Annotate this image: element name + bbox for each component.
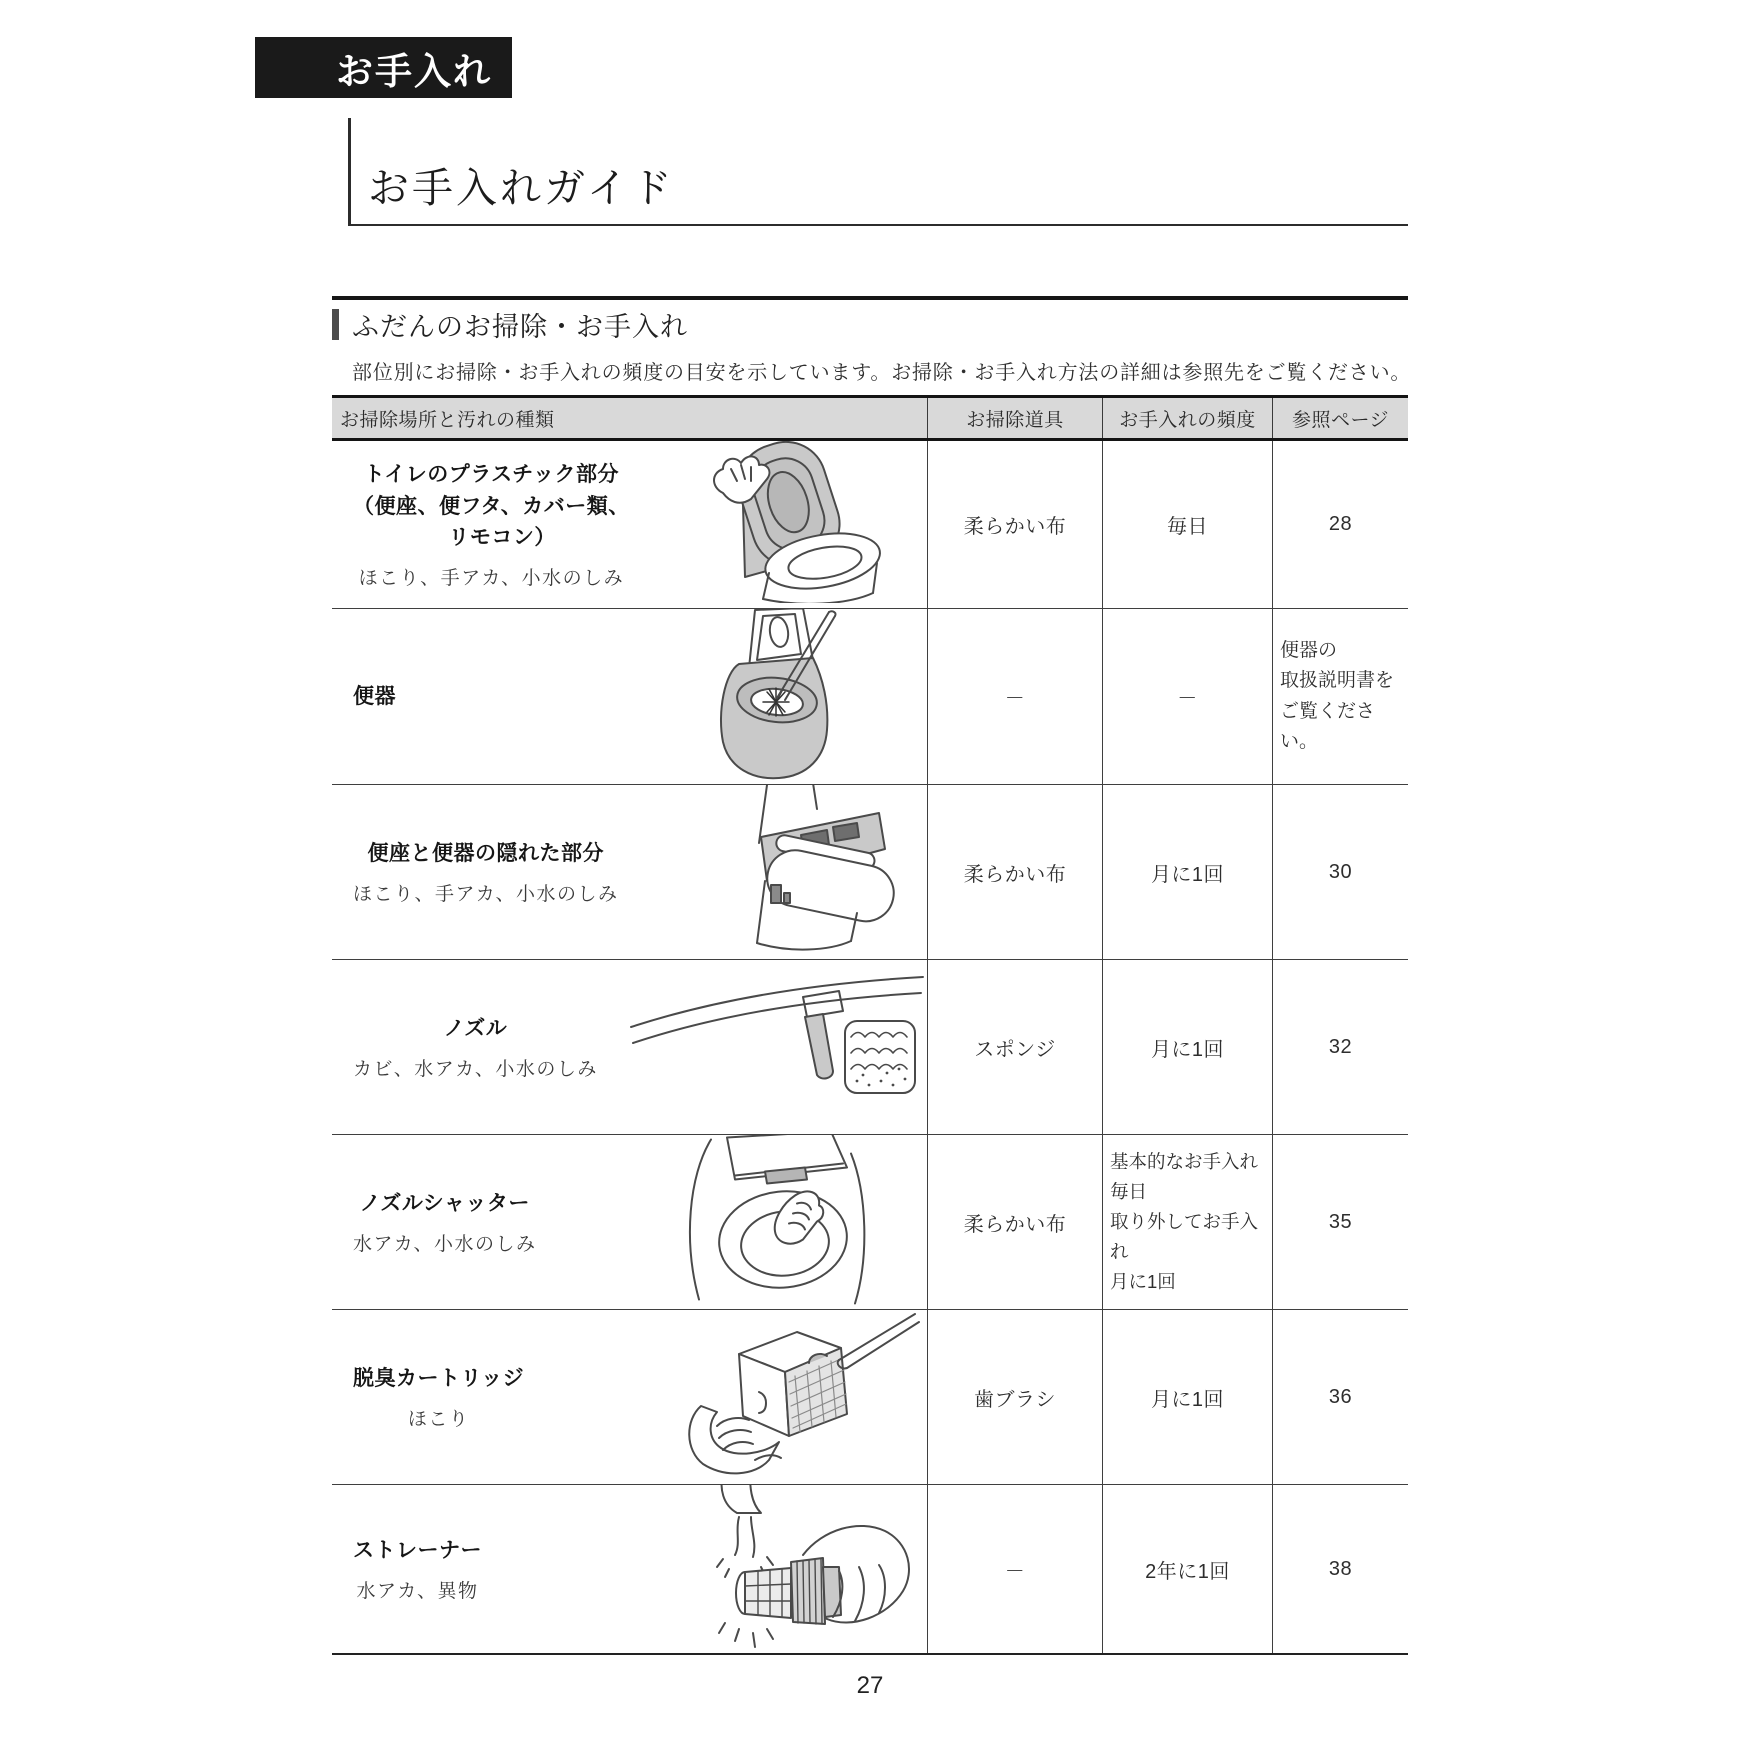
- seat-hidden-parts-illustration: [617, 785, 927, 959]
- place-cell: [332, 441, 927, 608]
- frequency-line: 基本的なお手入れ: [1110, 1151, 1259, 1173]
- place-text: [332, 459, 630, 591]
- tool-cell: 柔らかい布: [927, 1135, 1102, 1309]
- ref-page-cell: [1272, 609, 1408, 784]
- frequency-cell: 月に1回: [1102, 785, 1272, 959]
- dirt-type-text: カビ、水アカ、小水のしみ: [353, 1058, 598, 1080]
- place-cell: [332, 609, 927, 784]
- frequency-cell: 月に1回: [1102, 1310, 1272, 1484]
- ref-note-line: ご覧ください。: [1280, 700, 1376, 752]
- table-row: [332, 1310, 1408, 1485]
- frequency-cell: [1102, 1135, 1272, 1309]
- place-text: [332, 838, 619, 906]
- deodorizing-cartridge-illustration: [627, 1310, 927, 1484]
- section-header: [332, 296, 1408, 344]
- table-body: [332, 441, 1408, 1655]
- place-text: [332, 1535, 482, 1603]
- toilet-lid-wipe-illustration: [627, 441, 927, 608]
- ref-page-cell: 35: [1272, 1135, 1408, 1309]
- place-title-line: 便器: [353, 684, 396, 708]
- table-row: [332, 441, 1408, 609]
- place-title: [353, 681, 396, 713]
- place-text: [332, 1013, 598, 1081]
- strainer-rinse-illustration: [627, 1485, 927, 1653]
- header-frequency: お手入れの頻度: [1102, 398, 1272, 438]
- table-row: [332, 1485, 1408, 1655]
- place-title-line: （便座、便フタ、カバー類、: [353, 494, 630, 518]
- header-tool: お掃除道具: [927, 398, 1102, 438]
- ref-page-cell: 38: [1272, 1485, 1408, 1653]
- frequency-line: 毎日: [1110, 1181, 1148, 1203]
- table-header-row: [332, 395, 1408, 441]
- place-text: [332, 1188, 537, 1256]
- dirt-type-text: ほこり、手アカ、小水のしみ: [353, 883, 619, 905]
- place-title: [353, 459, 630, 555]
- header-ref-page: 参照ページ: [1272, 398, 1408, 438]
- ref-page-cell: 30: [1272, 785, 1408, 959]
- frequency-cell: 月に1回: [1102, 960, 1272, 1134]
- tool-cell: －: [927, 609, 1102, 784]
- table-row: [332, 785, 1408, 960]
- frequency-line: 月に1回: [1110, 1270, 1176, 1292]
- place-text: [332, 681, 396, 713]
- ref-page-cell: 32: [1272, 960, 1408, 1134]
- place-title-line: ストレーナー: [353, 1539, 482, 1563]
- place-cell: [332, 1310, 927, 1484]
- page-title: お手入れガイド: [368, 165, 675, 211]
- dirt-type-text: ほこり、手アカ、小水のしみ: [358, 568, 625, 590]
- place-title-line: ノズル: [443, 1017, 508, 1041]
- title-block: [348, 118, 1408, 226]
- nozzle-sponge-illustration: [627, 969, 927, 1125]
- tool-cell: －: [927, 1485, 1102, 1653]
- place-title-line: ノズルシャッター: [359, 1192, 530, 1216]
- chapter-tab-label: お手入れ: [336, 50, 492, 92]
- frequency-cell: 2年に1回: [1102, 1485, 1272, 1653]
- ref-note-line: 取扱説明書を: [1280, 670, 1395, 692]
- place-cell: [332, 960, 927, 1134]
- section-title: ふだんのお掃除・お手入れ: [352, 312, 688, 342]
- frequency-line: 取り外してお手入れ: [1110, 1211, 1259, 1262]
- place-title-line: 便座と便器の隠れた部分: [367, 842, 605, 866]
- place-cell: [332, 785, 927, 959]
- table-row: [332, 609, 1408, 785]
- page-number: 27: [856, 1672, 884, 1699]
- place-title: [353, 1535, 482, 1567]
- tool-cell: 歯ブラシ: [927, 1310, 1102, 1484]
- nozzle-shutter-hand-illustration: [627, 1135, 927, 1309]
- chapter-tab-badge: [255, 37, 512, 98]
- tool-cell: スポンジ: [927, 960, 1102, 1134]
- dirt-type-text: 水アカ、小水のしみ: [353, 1233, 537, 1255]
- place-title-line: リモコン）: [426, 526, 556, 550]
- place-title: [353, 1363, 524, 1395]
- place-title: [353, 838, 619, 870]
- dirt-type-text: ほこり: [407, 1408, 470, 1430]
- table-row: [332, 960, 1408, 1135]
- table-row: [332, 1135, 1408, 1310]
- dirt-type-text: 水アカ、異物: [356, 1580, 479, 1602]
- intro-text: 部位別にお掃除・お手入れの頻度の目安を示しています。お掃除・お手入れ方法の詳細は参照先をご覧ください。: [352, 362, 1412, 384]
- ref-page-cell: 28: [1272, 441, 1408, 608]
- tool-cell: 柔らかい布: [927, 785, 1102, 959]
- toilet-bowl-brush-illustration: [627, 609, 927, 784]
- place-cell: [332, 1135, 927, 1309]
- place-cell: [332, 1485, 927, 1653]
- ref-note-line: 便器の: [1280, 640, 1338, 662]
- section-accent-bar: [332, 309, 339, 340]
- cleaning-guide-table: [332, 395, 1408, 1655]
- place-title-line: 脱臭カートリッジ: [353, 1367, 525, 1391]
- header-place: お掃除場所と汚れの種類: [340, 409, 555, 431]
- tool-cell: 柔らかい布: [927, 441, 1102, 608]
- place-text: [332, 1363, 524, 1431]
- place-title: [353, 1013, 598, 1045]
- frequency-cell: －: [1102, 609, 1272, 784]
- ref-page-cell: 36: [1272, 1310, 1408, 1484]
- place-title: [353, 1188, 537, 1220]
- frequency-cell: 毎日: [1102, 441, 1272, 608]
- place-title-line: トイレのプラスチック部分: [363, 462, 620, 486]
